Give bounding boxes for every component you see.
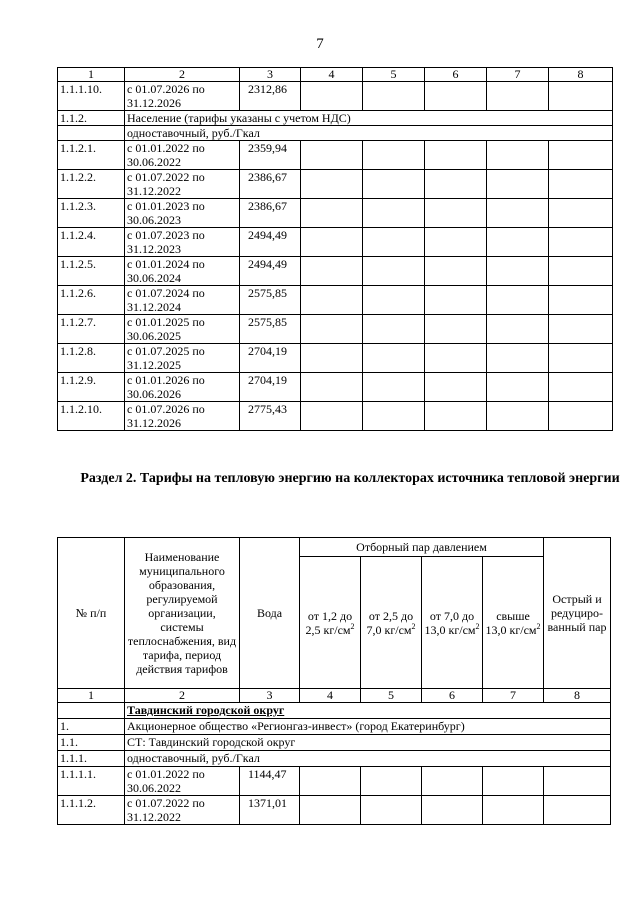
empty-cell xyxy=(487,170,549,199)
empty-cell xyxy=(363,373,425,402)
row-number: 1. xyxy=(58,719,125,735)
row-number: 1.1.2.6. xyxy=(58,286,125,315)
empty-cell xyxy=(549,228,613,257)
empty-cell xyxy=(549,199,613,228)
empty-cell xyxy=(549,286,613,315)
row-number: 1.1.1.10. xyxy=(58,82,125,111)
empty-cell xyxy=(487,315,549,344)
row-period: с 01.01.2026 по 30.06.2026 xyxy=(125,373,240,402)
table-row xyxy=(58,228,613,257)
empty-cell xyxy=(487,257,549,286)
empty-cell xyxy=(361,796,422,825)
column-number: 6 xyxy=(422,689,483,703)
empty-cell xyxy=(301,141,363,170)
empty-cell xyxy=(425,141,487,170)
row-number: 1.1.2.9. xyxy=(58,373,125,402)
empty-cell xyxy=(487,344,549,373)
row-number: 1.1.2.4. xyxy=(58,228,125,257)
row-period: с 01.07.2026 по 31.12.2026 xyxy=(125,82,240,111)
empty-cell xyxy=(301,82,363,111)
row-number: 1.1.2.2. xyxy=(58,170,125,199)
group-row xyxy=(58,111,613,126)
row-number: 1.1.1. xyxy=(58,751,125,767)
empty-cell xyxy=(487,199,549,228)
group-label: одноставочный, руб./Гкал xyxy=(125,751,611,767)
column-number: 7 xyxy=(483,689,544,703)
row-number: 1.1.2.1. xyxy=(58,141,125,170)
col-steam-3-header: от 7,0 до 13,0 $кг/см^2$ xyxy=(422,557,483,689)
table-row xyxy=(58,141,613,170)
empty-cell xyxy=(549,402,613,431)
region-row xyxy=(58,703,611,719)
empty-cell xyxy=(301,315,363,344)
row-number: 1.1.2.8. xyxy=(58,344,125,373)
empty-cell xyxy=(487,228,549,257)
column-number-row xyxy=(58,68,613,82)
row-period: с 01.07.2022 по 31.12.2022 xyxy=(125,170,240,199)
column-number: 4 xyxy=(301,68,363,82)
row-number: 1.1.2.5. xyxy=(58,257,125,286)
empty-cell xyxy=(301,199,363,228)
col-water-header: Вода xyxy=(240,538,300,689)
empty-cell xyxy=(549,373,613,402)
empty-cell xyxy=(425,199,487,228)
empty-cell xyxy=(363,402,425,431)
column-number: 2 xyxy=(125,689,240,703)
row-value: 1144,47 xyxy=(240,767,300,796)
table-row xyxy=(58,344,613,373)
column-number: 4 xyxy=(300,689,361,703)
row-number: 1.1.2.7. xyxy=(58,315,125,344)
table-row xyxy=(58,199,613,228)
empty-cell xyxy=(549,82,613,111)
empty-cell xyxy=(425,315,487,344)
empty-cell xyxy=(363,315,425,344)
row-number: 1.1.1.1. xyxy=(58,767,125,796)
column-number: 1 xyxy=(58,68,125,82)
empty-cell xyxy=(544,796,611,825)
empty-cell xyxy=(361,767,422,796)
group-label: Население (тарифы указаны с учетом НДС) xyxy=(125,111,613,126)
row-value: 2575,85 xyxy=(240,315,301,344)
table-header-row xyxy=(58,538,611,557)
empty-cell xyxy=(425,286,487,315)
column-number: 5 xyxy=(361,689,422,703)
column-number: 7 xyxy=(487,68,549,82)
row-number: 1.1.1.2. xyxy=(58,796,125,825)
table-row xyxy=(58,286,613,315)
row-value: 2359,94 xyxy=(240,141,301,170)
page-number: 7 xyxy=(316,36,324,52)
region-name: Тавдинский городской округ xyxy=(125,703,611,719)
empty-cell xyxy=(363,344,425,373)
column-number: 6 xyxy=(425,68,487,82)
table-row xyxy=(58,767,611,796)
empty-cell xyxy=(425,257,487,286)
empty-cell xyxy=(363,82,425,111)
empty-cell xyxy=(425,170,487,199)
empty-cell xyxy=(549,315,613,344)
empty-cell xyxy=(363,286,425,315)
empty-cell xyxy=(487,141,549,170)
empty-cell xyxy=(549,141,613,170)
row-value: 2575,85 xyxy=(240,286,301,315)
empty-cell xyxy=(487,286,549,315)
group-row xyxy=(58,719,611,735)
empty-cell xyxy=(487,402,549,431)
column-number: 5 xyxy=(363,68,425,82)
empty-cell xyxy=(363,170,425,199)
table-row xyxy=(58,402,613,431)
empty-cell xyxy=(483,767,544,796)
group-label: Акционерное общество «Регионгаз-инвест» (город Екатеринбург) xyxy=(125,719,611,735)
row-value: 2704,19 xyxy=(240,344,301,373)
column-number: 8 xyxy=(544,689,611,703)
tariff-table-continued xyxy=(57,67,613,431)
row-period: с 01.07.2022 по 31.12.2022 xyxy=(125,796,240,825)
row-number xyxy=(58,703,125,719)
col-name-header: Наименование муниципального образования, регулируемой организации, системы теплоснабжения, вид тарифа, период действия тарифов xyxy=(125,538,240,689)
row-value: 2312,86 xyxy=(240,82,301,111)
row-number: 1.1. xyxy=(58,735,125,751)
empty-cell xyxy=(301,373,363,402)
empty-cell xyxy=(425,228,487,257)
row-period: с 01.07.2025 по 31.12.2025 xyxy=(125,344,240,373)
row-period: с 01.01.2024 по 30.06.2024 xyxy=(125,257,240,286)
table-row xyxy=(58,82,613,111)
empty-cell xyxy=(425,373,487,402)
group-row xyxy=(58,735,611,751)
empty-cell xyxy=(363,257,425,286)
row-period: с 01.01.2023 по 30.06.2023 xyxy=(125,199,240,228)
row-period: с 01.01.2022 по 30.06.2022 xyxy=(125,767,240,796)
col-steam-1-header: от 1,2 до 2,5 $кг/см^2$ xyxy=(300,557,361,689)
empty-cell xyxy=(487,82,549,111)
row-period: с 01.07.2024 по 31.12.2024 xyxy=(125,286,240,315)
row-value: 2386,67 xyxy=(240,199,301,228)
row-period: с 01.07.2023 по 31.12.2023 xyxy=(125,228,240,257)
table-row xyxy=(58,170,613,199)
empty-cell xyxy=(422,796,483,825)
empty-cell xyxy=(363,228,425,257)
empty-cell xyxy=(549,170,613,199)
table-row xyxy=(58,315,613,344)
row-value: 2494,49 xyxy=(240,257,301,286)
col-steam-group-header: Отборный пар давлением xyxy=(300,538,544,557)
empty-cell xyxy=(363,141,425,170)
row-value: 2775,43 xyxy=(240,402,301,431)
empty-cell xyxy=(301,344,363,373)
row-period: с 01.01.2025 по 30.06.2025 xyxy=(125,315,240,344)
empty-cell xyxy=(301,402,363,431)
empty-cell xyxy=(425,402,487,431)
table-row xyxy=(58,373,613,402)
row-value: 2704,19 xyxy=(240,373,301,402)
section-2-title: Раздел 2. Тарифы на тепловую энергию на коллекторах источника тепловой энергии xyxy=(80,471,620,486)
col-num-header: № п/п xyxy=(58,538,125,689)
empty-cell xyxy=(300,767,361,796)
empty-cell xyxy=(301,170,363,199)
row-number: 1.1.2. xyxy=(58,111,125,126)
column-number: 8 xyxy=(549,68,613,82)
column-number: 3 xyxy=(240,689,300,703)
empty-cell xyxy=(425,344,487,373)
row-period: с 01.01.2022 по 30.06.2022 xyxy=(125,141,240,170)
empty-cell xyxy=(300,796,361,825)
empty-cell xyxy=(549,344,613,373)
col-steam-4-header: свыше 13,0 $кг/см^2$ xyxy=(483,557,544,689)
row-value: 2494,49 xyxy=(240,228,301,257)
row-period: с 01.07.2026 по 31.12.2026 xyxy=(125,402,240,431)
empty-cell xyxy=(483,796,544,825)
row-value: 1371,01 xyxy=(240,796,300,825)
row-number: 1.1.2.10. xyxy=(58,402,125,431)
column-number: 2 xyxy=(125,68,240,82)
empty-cell xyxy=(363,199,425,228)
table-row xyxy=(58,257,613,286)
empty-cell xyxy=(549,257,613,286)
empty-cell xyxy=(301,257,363,286)
collector-tariff-table xyxy=(57,537,611,825)
group-row xyxy=(58,126,613,141)
group-label: СТ: Тавдинский городской округ xyxy=(125,735,611,751)
empty-cell xyxy=(425,82,487,111)
row-value: 2386,67 xyxy=(240,170,301,199)
table-row xyxy=(58,796,611,825)
column-number: 3 xyxy=(240,68,301,82)
column-number-row xyxy=(58,689,611,703)
empty-cell xyxy=(301,286,363,315)
empty-cell xyxy=(487,373,549,402)
col-sharp-steam-header: Острый и редуциро-ванный пар xyxy=(544,538,611,689)
row-number xyxy=(58,126,125,141)
group-row xyxy=(58,751,611,767)
empty-cell xyxy=(422,767,483,796)
empty-cell xyxy=(544,767,611,796)
col-steam-2-header: от 2,5 до 7,0 $кг/см^2$ xyxy=(361,557,422,689)
group-label: одноставочный, руб./Гкал xyxy=(125,126,613,141)
row-number: 1.1.2.3. xyxy=(58,199,125,228)
empty-cell xyxy=(301,228,363,257)
column-number: 1 xyxy=(58,689,125,703)
